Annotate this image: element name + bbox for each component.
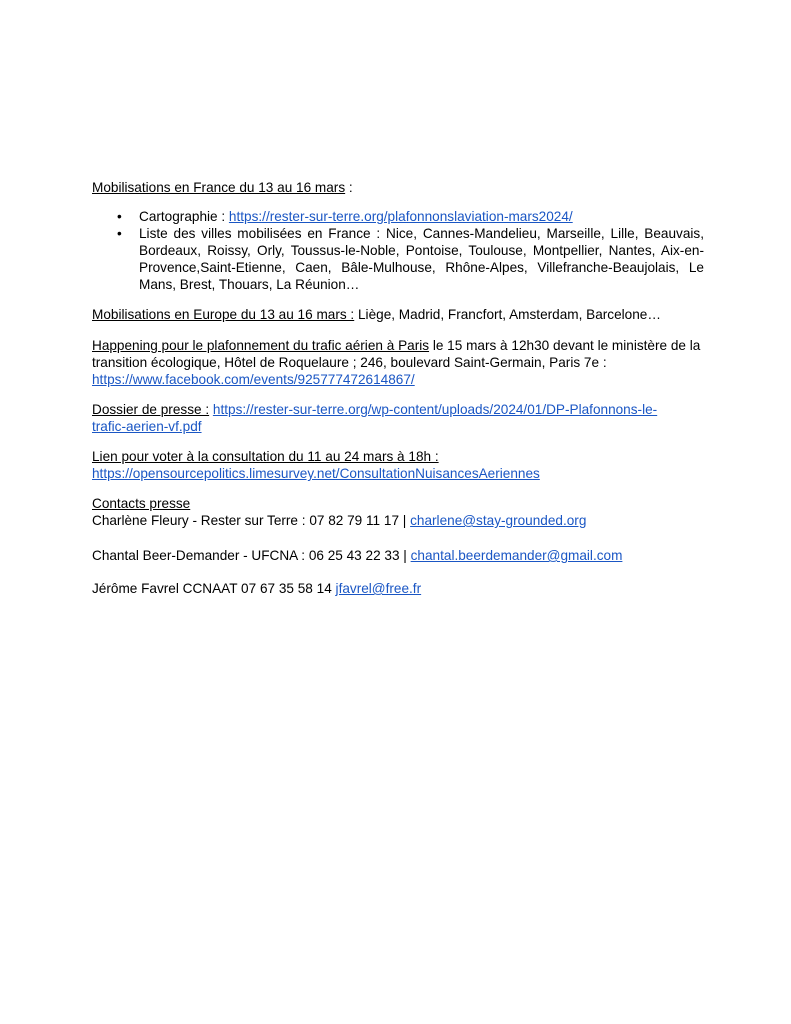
contact-name: Charlène Fleury - Rester sur Terre : 07 82 79 11 17 | [92, 513, 411, 528]
dossier-link-line1: https://rester-sur-terre.org/wp-content/uploads/2024/01/DP-Plafonnons-le- [212, 402, 658, 417]
happening-heading: Happening pour le plafonnement du trafic aérien à Paris [92, 338, 430, 353]
cities-list-text: Liste des villes mobilisées en France : Nice, Cannes-Mandelieu, Marseille, Lille, Beauvais, Bordeaux, Roissy, Orly, Toussus-le-Noble, Pontoise, Toulouse, Montpellier, Nantes, Aix-en-Provence,Saint-Etienne, Caen, Bâle-Mulhouse, Rhône-Alpes, Villefranche-Beaujolais, Le Mans, Brest, Thouars, La Réunion… [139, 226, 704, 292]
france-heading: Mobilisations en France du 13 au 16 mars [92, 180, 346, 195]
europe-heading: Mobilisations en Europe du 13 au 16 mars : [92, 307, 355, 322]
document-page [92, 179, 704, 597]
contact-name: Chantal Beer-Demander - UFCNA : 06 25 43 22 33 | [92, 548, 411, 563]
contact-email-link[interactable]: jfavrel@free.fr [335, 581, 422, 596]
bullet-icon: • [117, 209, 122, 224]
europe-paragraph [92, 306, 704, 323]
list-item [92, 208, 704, 225]
dossier-paragraph [92, 401, 704, 435]
dossier-heading: Dossier de presse : [92, 402, 210, 417]
contact-line [92, 547, 704, 564]
list-item [92, 225, 704, 293]
france-list [92, 208, 704, 293]
cartographie-label: Cartographie : [139, 209, 229, 224]
france-heading-line [92, 179, 704, 196]
contact-email-link[interactable]: chantal.beerdemander@gmail.com [410, 548, 623, 563]
happening-details: le 15 mars à 12h30 devant le ministère de la transition écologique, Hôtel de Roquelaure ; 246, boulevard Saint-Germain, Paris 7e : [92, 338, 701, 370]
contact-line [92, 580, 704, 597]
cartographie-link[interactable]: https://rester-sur-terre.org/plafonnonslaviation-mars2024/ [228, 209, 573, 224]
contact-line [92, 512, 704, 529]
consultation-paragraph [92, 448, 704, 482]
consultation-link[interactable]: https://opensourcepolitics.limesurvey.net/ConsultationNuisancesAeriennes [92, 466, 540, 481]
contact-email-link[interactable]: charlene@stay-grounded.org [410, 513, 587, 528]
europe-cities: Liège, Madrid, Francfort, Amsterdam, Barcelone… [354, 307, 661, 322]
consultation-heading: Lien pour voter à la consultation du 11 au 24 mars à 18h : [92, 449, 439, 464]
dossier-link-line2: trafic-aerien-vf.pdf [92, 419, 202, 434]
happening-paragraph [92, 337, 704, 388]
france-heading-suffix: : [345, 180, 353, 195]
contact-name: Jérôme Favrel CCNAAT 07 67 35 58 14 [92, 581, 336, 596]
bullet-icon: • [117, 226, 122, 241]
contacts-heading: Contacts presse [92, 496, 191, 511]
contacts-heading-line [92, 495, 704, 512]
facebook-event-link[interactable]: https://www.facebook.com/events/925777472614867/ [92, 372, 415, 387]
